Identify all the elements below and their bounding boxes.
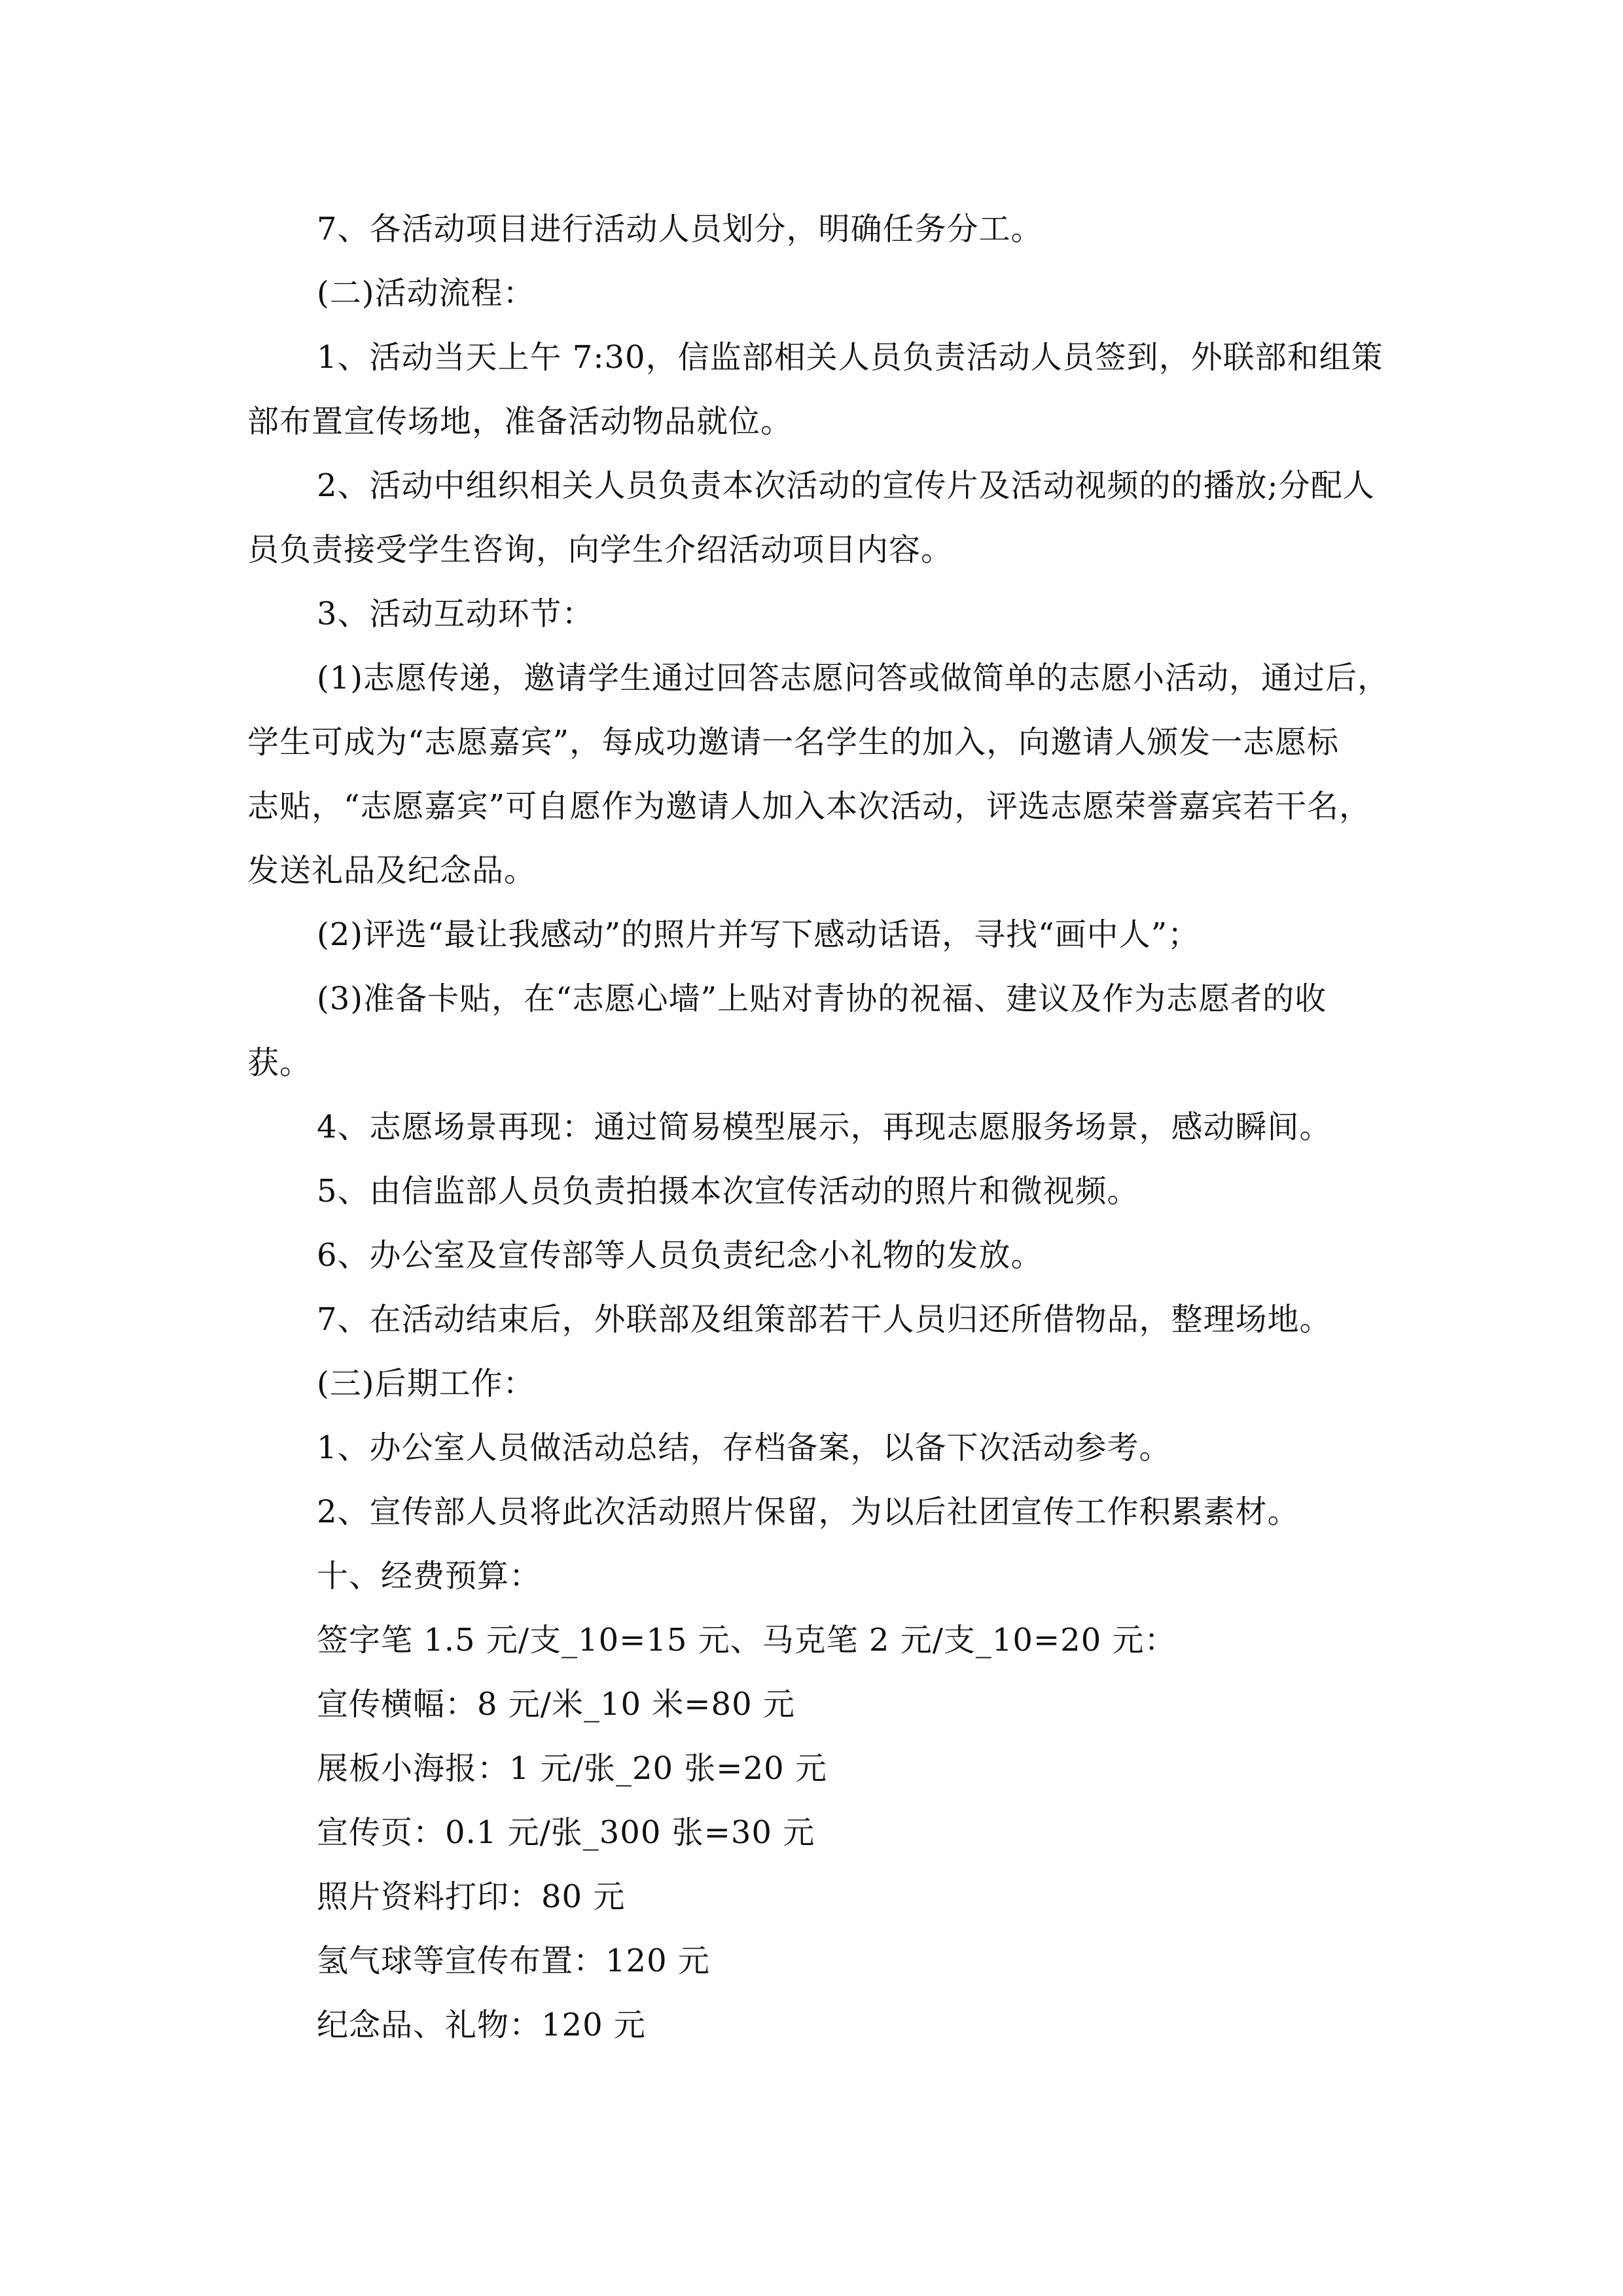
paragraph-line: 获。 — [247, 1045, 312, 1081]
paragraph-line: 学生可成为“志愿嘉宾”，每成功邀请一名学生的加入，向邀请人颁发一志愿标 — [247, 724, 1340, 761]
budget-item: 展板小海报：1 元/张_20 张=20 元 — [317, 1750, 827, 1787]
paragraph-line: 2、宣传部人员将此次活动照片保留，为以后社团宣传工作积累素材。 — [317, 1494, 1300, 1530]
budget-item: 宣传横幅：8 元/米_10 米=80 元 — [317, 1686, 795, 1723]
section-heading: (二)活动流程： — [317, 275, 535, 312]
paragraph-line: (2)评选“最让我感动”的照片并写下感动话语，寻找“画中人”； — [317, 916, 1200, 953]
paragraph-line: 1、办公室人员做活动总结，存档备案，以备下次活动参考。 — [317, 1429, 1171, 1466]
budget-item: 照片资料打印：80 元 — [317, 1878, 626, 1915]
paragraph-line: 发送礼品及纪念品。 — [247, 852, 537, 889]
paragraph-line: 3、活动互动环节： — [317, 596, 594, 632]
paragraph-line: 4、志愿场景再现：通过简易模型展示，再现志愿服务场景，感动瞬间。 — [317, 1109, 1332, 1145]
budget-item: 签字笔 1.5 元/支_10=15 元、马克笔 2 元/支_10=20 元： — [317, 1622, 1177, 1659]
section-heading: (三)后期工作： — [317, 1365, 535, 1402]
paragraph-line: (1)志愿传递，邀请学生通过回答志愿问答或做简单的志愿小活动，通过后， — [317, 660, 1389, 696]
section-heading: 十、经费预算： — [317, 1558, 542, 1594]
paragraph-line: 1、活动当天上午 7:30，信监部相关人员负责活动人员签到，外联部和组策 — [317, 339, 1383, 376]
paragraph-line: 志贴，“志愿嘉宾”可自愿作为邀请人加入本次活动，评选志愿荣誉嘉宾若干名， — [247, 788, 1372, 825]
paragraph-line: 7、各活动项目进行活动人员划分，明确任务分工。 — [317, 211, 1043, 247]
paragraph-line: 5、由信监部人员负责拍摄本次宣传活动的照片和微视频。 — [317, 1173, 1139, 1210]
paragraph-line: 部布置宣传场地，准备活动物品就位。 — [247, 403, 793, 440]
budget-item: 宣传页：0.1 元/张_300 张=30 元 — [317, 1814, 815, 1851]
budget-item: 纪念品、礼物：120 元 — [317, 2007, 646, 2043]
paragraph-line: (3)准备卡贴，在“志愿心墙”上贴对青协的祝福、建议及作为志愿者的收 — [317, 980, 1327, 1017]
paragraph-line: 7、在活动结束后，外联部及组策部若干人员归还所借物品，整理场地。 — [317, 1301, 1332, 1338]
budget-item: 氢气球等宣传布置：120 元 — [317, 1943, 710, 1979]
paragraph-line: 6、办公室及宣传部等人员负责纪念小礼物的发放。 — [317, 1237, 1043, 1274]
paragraph-line: 2、活动中组织相关人员负责本次活动的宣传片及活动视频的的播放;分配人 — [317, 467, 1375, 504]
paragraph-line: 员负责接受学生咨询，向学生介绍活动项目内容。 — [247, 531, 954, 568]
